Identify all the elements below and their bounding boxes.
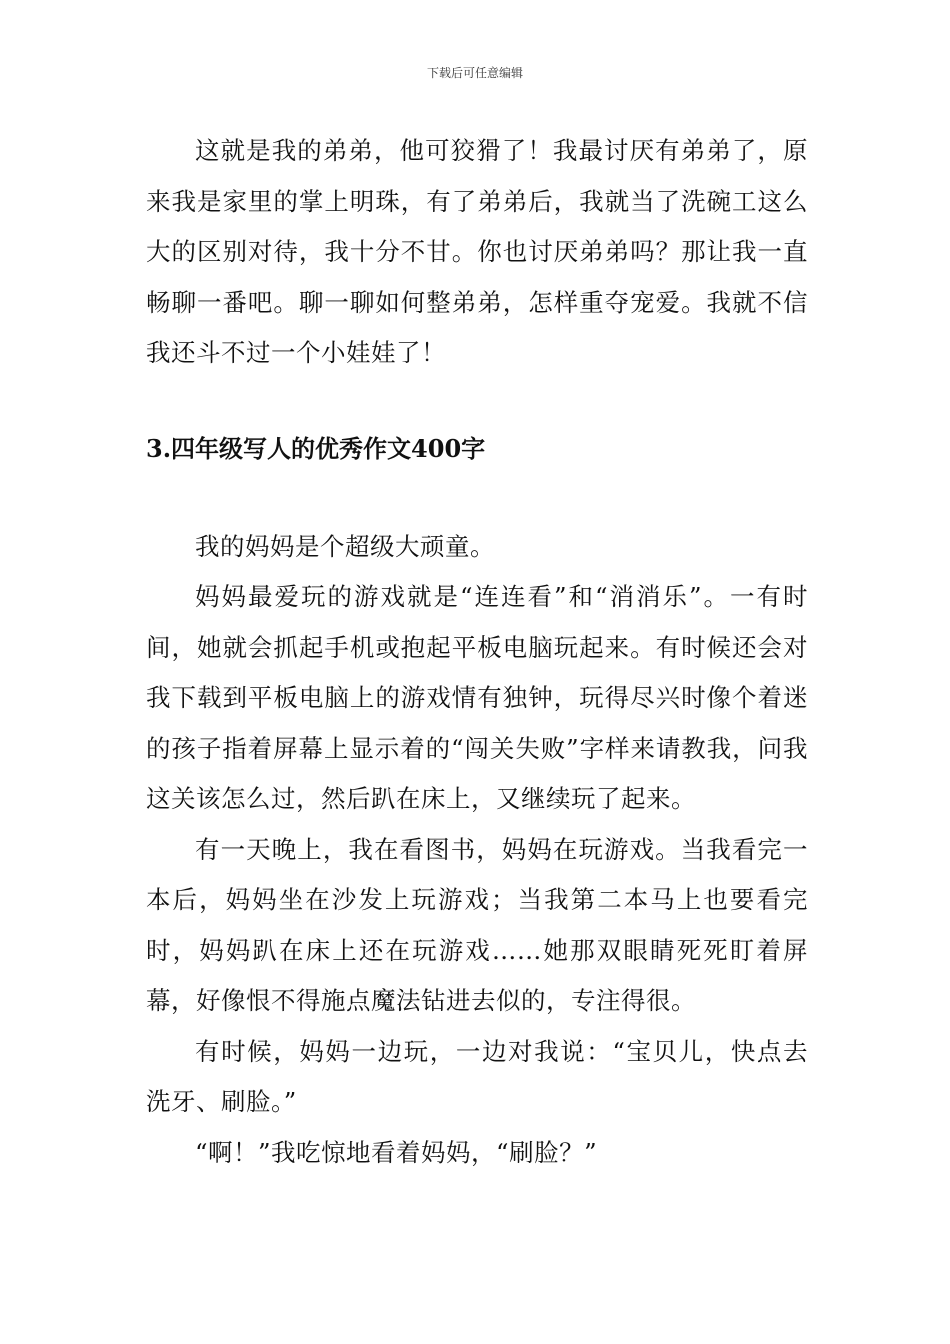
paragraph-1: 我的妈妈是个超级大顽童。 <box>195 531 495 561</box>
page-header-note: 下载后可任意编辑 <box>426 66 523 80</box>
paragraph-2: 妈妈最爱玩的游戏就是“连连看”和“消消乐”。一有时间，她就会抓起手机或抱起平板电脑玩起来。有时候还会对我下载到平板电脑上的游戏情有独钟，玩得尽兴时像个着迷的孩子指着屏幕上显示着的“闯关失败”字样来请教我，问我这关该怎么过，然后趴在床上，又继续玩了起来。 <box>146 582 808 813</box>
paragraph-brother: 这就是我的弟弟，他可狡猾了！我最讨厌有弟弟了，原来我是家里的掌上明珠，有了弟弟后，我就当了洗碗工这么大的区别对待，我十分不甘。你也讨厌弟弟吗？那让我一直畅聊一番吧。聊一聊如何整弟弟，怎样重夺宠爱。我就不信我还斗不过一个小娃娃了！ <box>146 136 808 367</box>
section-heading: 3.四年级写人的优秀作文400字 <box>146 433 486 463</box>
paragraph-3: 有一天晚上，我在看图书，妈妈在玩游戏。当我看完一本后，妈妈坐在沙发上玩游戏；当我第二本马上也要看完时，妈妈趴在床上还在玩游戏……她那双眼睛死死盯着屏幕，好像恨不得施点魔法钻进去似的，专注得很。 <box>146 834 808 1015</box>
paragraph-4: 有时候，妈妈一边玩，一边对我说：“宝贝儿，快点去洗牙、刷脸。” <box>146 1036 808 1116</box>
document-body <box>146 126 808 1178</box>
paragraph-5: “啊！”我吃惊地看着妈妈，“刷脸？” <box>195 1137 598 1167</box>
